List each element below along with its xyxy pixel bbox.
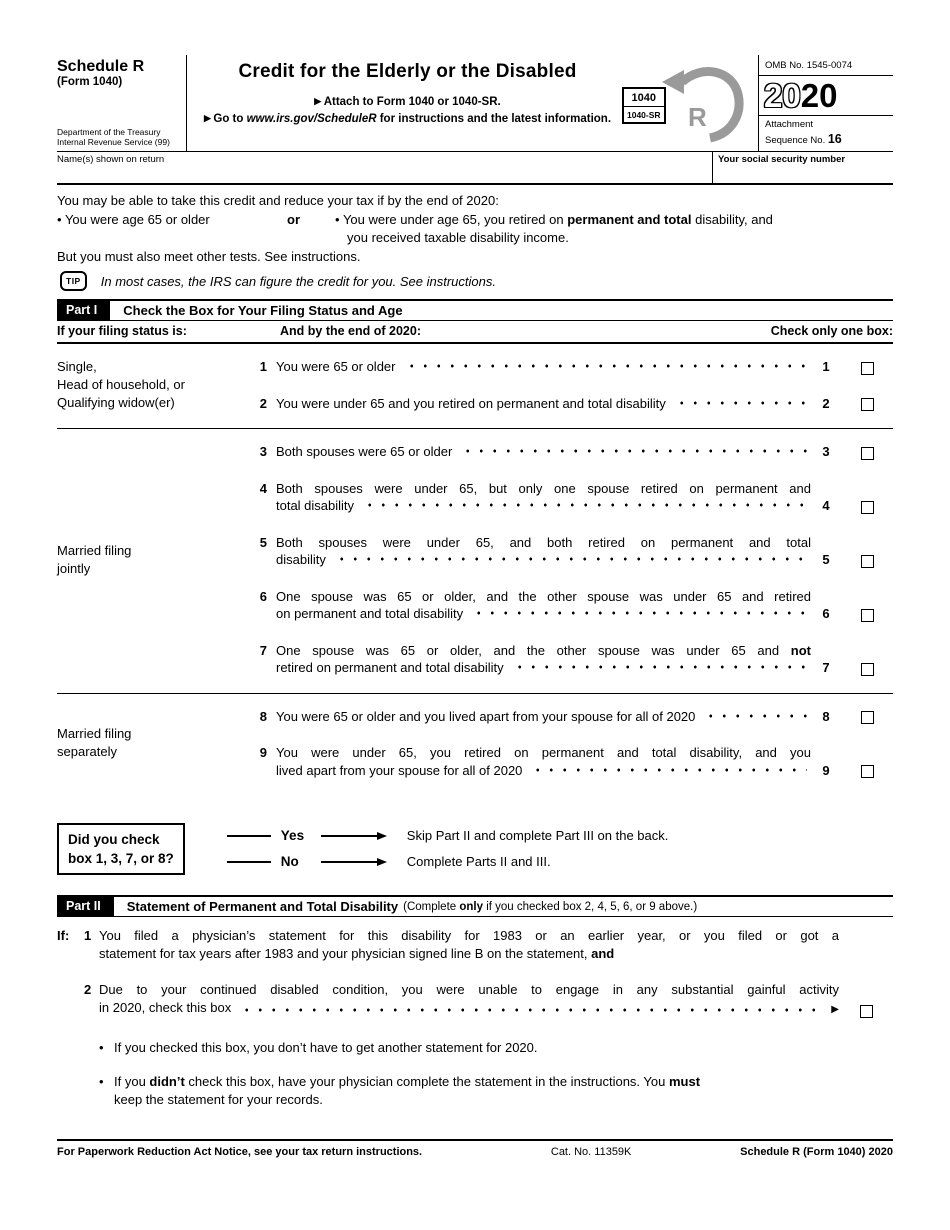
goto-instruction: ▶ Go to www.irs.gov/ScheduleR for instructions and the latest information. [204, 113, 611, 125]
ssn-field[interactable] [712, 152, 893, 183]
filing-status-group [57, 344, 893, 428]
condition-text: You were under 65, you retired on permanent and total disability, and you [276, 745, 811, 760]
form-parent: (Form 1040) [57, 76, 123, 88]
checkbox-line-5[interactable] [861, 555, 874, 568]
condition-row-4 [253, 480, 893, 515]
item-2-text [99, 981, 839, 1019]
part2-subtitle: (Complete only if you checked box 2, 4, 5, 6, or 9 above.) [403, 900, 698, 913]
column-filing-status: If your filing status is: [57, 324, 187, 338]
dot-leader [673, 395, 807, 413]
spacer [839, 927, 893, 963]
attachment-sequence [759, 116, 893, 148]
part1-label: Part I [57, 301, 110, 320]
curved-arrow-icon [658, 62, 746, 148]
row-number: 6 [822, 606, 830, 621]
condition-text: You were under 65 and you retired on permanent and total disability [276, 395, 811, 413]
part2-bullet-1 [57, 1039, 893, 1057]
yes-branch [227, 828, 893, 843]
form-identity-block [57, 55, 187, 151]
question-line-2: box 1, 3, 7, or 8? [68, 851, 174, 866]
filing-status-group [57, 693, 893, 796]
condition-text: total disability [276, 497, 811, 515]
part2-label: Part II [57, 897, 114, 916]
condition-text: You were 65 or older and you lived apart from your spouse for all of 2020 [276, 708, 811, 726]
checkbox-line-1[interactable] [861, 362, 874, 375]
decision-flowchart [57, 823, 893, 875]
bullet-icon [99, 1039, 114, 1057]
bullet-2-line-2: keep the statement for your records. [114, 1092, 323, 1107]
other-tests-note: But you must also meet other tests. See instructions. [57, 249, 361, 264]
condition-text: retired on permanent and total disability [276, 659, 811, 677]
name-field-label: Name(s) shown on return [57, 154, 165, 165]
line-number: 7 [259, 642, 267, 658]
line-number: 6 [259, 588, 267, 604]
condition-text: disability [276, 551, 811, 569]
part1-groups [57, 344, 893, 795]
ssn-field-label: Your social security number [718, 154, 846, 165]
filing-status-group [57, 428, 893, 693]
if-label-spacer [57, 981, 84, 1019]
spacer [57, 1073, 99, 1109]
intro-section [57, 193, 893, 291]
disability-statement-checkbox[interactable] [860, 1005, 873, 1018]
catalog-number: Cat. No. 11359K [550, 1146, 632, 1158]
bullet-2-line-1: If you didn’t check this box, have your physician complete the statement in the instructions. You must [114, 1074, 701, 1089]
condition-text: Both spouses were 65 or older [276, 443, 811, 461]
tax-year-outline: 20 [764, 77, 801, 114]
sequence-line [765, 131, 893, 147]
dot-leader [361, 497, 807, 515]
arrow-line-icon [321, 835, 377, 837]
condition-row-8 [253, 708, 893, 726]
dot-leader [333, 551, 807, 569]
condition-text: One spouse was 65 or older, and the other spouse was under 65 and not [276, 642, 811, 658]
tax-year [759, 76, 893, 116]
row-number: 3 [822, 444, 830, 459]
sequence-number: 16 [827, 132, 842, 147]
condition-row-9 [253, 744, 893, 779]
condition-row-2 [253, 395, 893, 413]
tip-row [57, 271, 893, 291]
item-number: 1 [84, 928, 92, 943]
omb-block [758, 55, 893, 151]
line-number: 1 [259, 359, 267, 374]
row-number: 2 [822, 395, 830, 411]
condition-text: lived apart from your spouse for all of 2020 [276, 762, 811, 780]
condition-text: One spouse was 65 or older, and the other spouse was under 65 and retired [276, 588, 811, 604]
or-word: or [287, 212, 300, 227]
name-field[interactable] [57, 152, 712, 183]
row-number: 1 [822, 359, 830, 374]
line-number: 8 [259, 708, 267, 724]
row-number: 8 [822, 708, 830, 724]
if-label: If: [57, 928, 70, 943]
right-arrow-icon [823, 999, 839, 1019]
intro-line: You may be able to take this credit and reduce your tax if by the end of 2020: [57, 193, 499, 208]
checkbox-cell [841, 398, 893, 412]
tax-year-solid: 20 [800, 77, 838, 114]
form-id-footer: Schedule R (Form 1040) 2020 [740, 1146, 893, 1158]
attach-instruction-text: Attach to Form 1040 or 1040-SR. [323, 96, 501, 108]
row-number: 5 [822, 552, 830, 567]
filing-status-label: Single, Head of household, or Qualifying widow(er) [57, 359, 185, 410]
disability-bullet-line2: you received taxable disability income. [347, 229, 569, 245]
form-1040-label: 1040 [631, 91, 657, 104]
part2-bullet-2 [57, 1073, 893, 1109]
yes-label: Yes [280, 828, 305, 843]
part2-item-2 [57, 981, 893, 1019]
part2-title: Statement of Permanent and Total Disability [126, 899, 399, 914]
no-label: No [280, 854, 299, 869]
dot-leader [702, 708, 807, 726]
item-1-text [99, 927, 839, 963]
decision-question-box [57, 823, 185, 875]
line-number: 3 [259, 444, 267, 459]
condition-text: on permanent and total disability [276, 605, 811, 623]
no-result: Complete Parts II and III. [406, 854, 551, 869]
sequence-label: Sequence No. [765, 135, 828, 147]
checkbox-line-8[interactable] [861, 711, 874, 724]
part2-body [57, 927, 893, 1109]
row-number: 4 [822, 498, 830, 513]
agency-line-1: Department of the Treasury [57, 126, 161, 137]
checkbox-cell [841, 555, 893, 569]
connector-line [227, 835, 271, 837]
line-number: 9 [259, 745, 267, 760]
agency-line-2: Internal Revenue Service (99) [57, 136, 170, 147]
row-number: 7 [822, 660, 830, 675]
checkbox-cell [841, 447, 893, 461]
checkbox-cell [841, 362, 893, 376]
dot-leader [238, 999, 819, 1019]
no-branch [227, 854, 893, 869]
checkbox-line-9[interactable] [861, 765, 874, 778]
checkbox-cell [841, 609, 893, 623]
condition-row-3 [253, 443, 893, 461]
condition-text: You were 65 or older [276, 358, 811, 376]
condition-text: Both spouses were under 65, but only one spouse retired on permanent and [276, 480, 811, 496]
line-number: 2 [259, 395, 267, 411]
disability-bullet [335, 211, 893, 246]
item-2-line-2 [99, 999, 839, 1019]
part2-header [57, 895, 893, 917]
disability-bullet-line1: • You were under age 65, you retired on permanent and total disability, and [335, 211, 893, 229]
checkbox-line-2[interactable] [861, 398, 874, 411]
part1-header [57, 299, 893, 321]
checkbox-line-6[interactable] [861, 609, 874, 622]
bullet-1-text: If you checked this box, you don’t have to get another statement for 2020. [114, 1040, 538, 1055]
form-title-block [187, 55, 758, 151]
agency-name [57, 127, 182, 148]
form-title: Credit for the Elderly or the Disabled [238, 61, 577, 82]
column-end-of-2020: And by the end of 2020: [280, 324, 421, 338]
checkbox-cell [839, 1005, 893, 1019]
name-ssn-row [57, 152, 893, 185]
checkbox-line-7[interactable] [861, 663, 874, 676]
checkbox-line-3[interactable] [861, 447, 874, 460]
dot-leader [459, 443, 807, 461]
condition-text: Both spouses were under 65, and both retired on permanent and total [276, 534, 811, 550]
checkbox-line-4[interactable] [861, 501, 874, 514]
part2-item-1 [57, 927, 893, 963]
item-1-line-1: You filed a physician’s statement for this disability for 1983 or an earlier year, or you filed or got a [99, 928, 839, 943]
question-line-1: Did you check [68, 832, 160, 847]
paperwork-notice: For Paperwork Reduction Act Notice, see your tax return instructions. [57, 1146, 423, 1158]
condition-row-1 [253, 358, 893, 376]
bullet-icon [99, 1073, 114, 1109]
bullet-2-text [114, 1073, 893, 1109]
page-footer [57, 1139, 893, 1158]
yes-result: Skip Part II and complete Part III on the back. [406, 828, 669, 843]
condition-row-5 [253, 534, 893, 569]
attach-instruction [314, 96, 500, 108]
decision-branches [227, 823, 893, 875]
item-number: 2 [84, 982, 92, 997]
dot-leader [529, 762, 807, 780]
line-number: 4 [259, 480, 267, 496]
tip-icon: TIP [60, 271, 87, 291]
part1-column-headers [57, 321, 893, 344]
dot-leader [470, 605, 807, 623]
age-bullet: • You were age 65 or older [57, 211, 287, 246]
checkbox-cell [841, 663, 893, 677]
tip-text: In most cases, the IRS can figure the credit for you. See instructions. [100, 273, 496, 289]
omb-number: OMB No. 1545-0074 [759, 55, 893, 76]
form-1040sr-label: 1040-SR [624, 106, 664, 122]
dot-leader [511, 659, 807, 677]
attachment-label: Attachment [765, 119, 814, 130]
form-name: Schedule R [57, 58, 145, 75]
condition-row-7 [253, 642, 893, 677]
checkbox-cell [841, 501, 893, 515]
checkbox-cell [841, 765, 893, 779]
condition-row-6 [253, 588, 893, 623]
part1-title: Check the Box for Your Filing Status and Age [123, 303, 403, 318]
line-number: 5 [259, 534, 267, 550]
form-1040-box [622, 87, 666, 124]
connector-line [227, 861, 271, 863]
row-number: 9 [822, 762, 830, 778]
dot-leader [403, 358, 808, 376]
intro-bullets [57, 211, 893, 246]
filing-status-label: Married filing separately [57, 726, 132, 760]
form-header [57, 55, 893, 152]
form-1040-graphic [622, 60, 758, 148]
spacer [57, 1039, 99, 1057]
column-check-one-box: Check only one box: [770, 324, 893, 338]
r-letter: R [687, 102, 707, 132]
item-2-line-1: Due to your continued disabled condition, you were unable to engage in any substantial gainful activity [99, 982, 839, 997]
arrow-line-icon [321, 861, 377, 863]
checkbox-cell [841, 711, 893, 725]
filing-status-label: Married filing jointly [57, 542, 132, 576]
item-1-line-2: statement for tax years after 1983 and your physician signed line B on the statement, and [99, 946, 615, 961]
item-2-line-2-text: in 2020, check this box [99, 1000, 232, 1015]
